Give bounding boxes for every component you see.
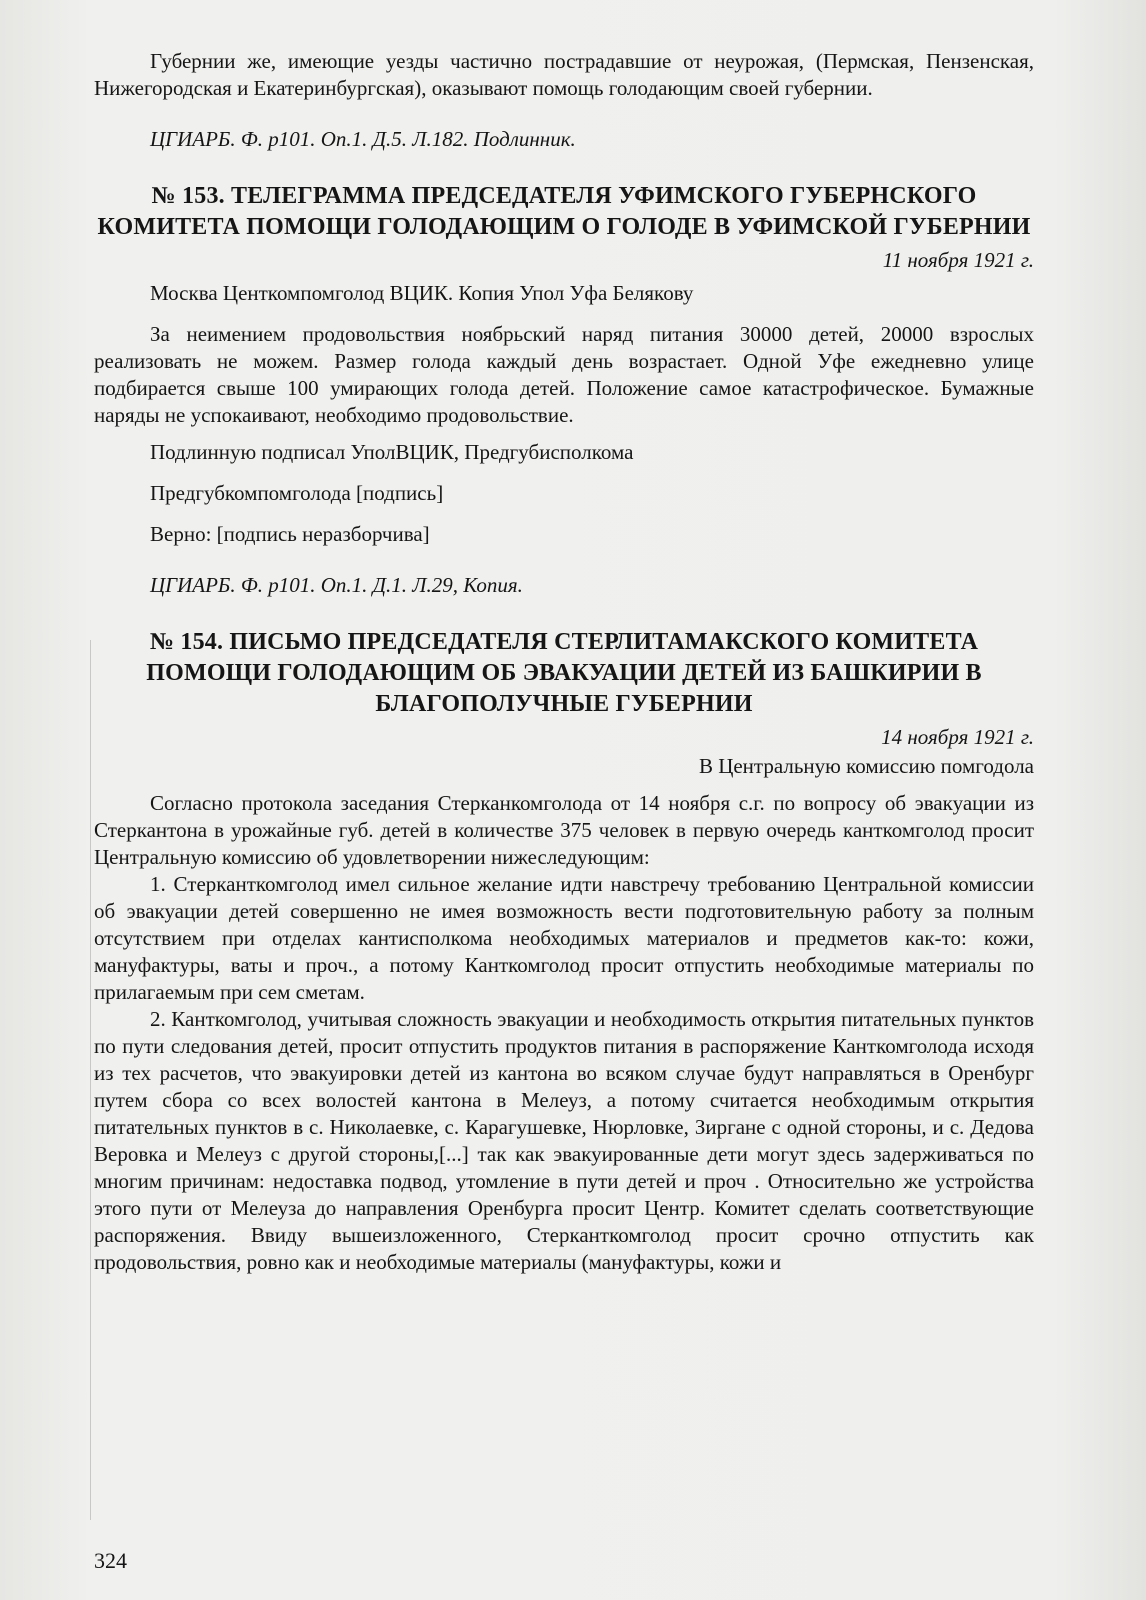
body-paragraph-154-3: 2. Канткомголод, учитывая сложность эвакуации и необходимость открытия питательных пунктов по пути следования детей, просит отпустить продуктов питания в распоряжение Канткомголода исходя из тех расчетов, что эвакуировки детей из кантона во всяком случае будут направляться в Оренбург путем сбора со всех волостей кантона в Мелеуз, а потому считается необходимым открытия питательных пунктов в с. Николаевке, с. Карагушевке, Нюрловке, Зиргане с одной стороны, и с. Дедова Веровка и Мелеуз с другой стороны,[...] так как эвакуированные дети могут здесь задерживаться по многим причинам: недоставка подвод, утомление в пути детей и проч . Относительно же устройства этого пути от Мелеуза до направления Оренбурга просит Центр. Комитет сделать соответствующие распоряжения. Ввиду вышеизложенного, Стерканткомголод просит срочно отпустить как продовольствия, ровно как и необходимые материалы (мануфактуры, кожи и [94,1007,1034,1274]
body-paragraph-154-2: 1. Стерканткомголод имел сильное желание идти навстречу требованию Центральной комиссии об эвакуации детей совершенно не имея возможность вести подготовительную работу за полным отсутствием при отделах кантисполкома необходимых материалов и предметов как-то: кожи, мануфактуры, ваты и проч., а потому Канткомголод просит отпустить необходимые материалы по прилагаемым при сем сметам. [94,872,1034,1004]
addressee-153: Москва Центкомпомголод ВЦИК. Копия Упол Уфа Белякову [150,281,694,305]
document-title-153: № 153. ТЕЛЕГРАММА ПРЕДСЕДАТЕЛЯ УФИМСКОГО ГУБЕРНСКОГО КОМИТЕТА ПОМОЩИ ГОЛОДАЮЩИМ О ГОЛОДЕ В УФИМСКОЙ ГУБЕРНИИ [97,183,1031,240]
body-paragraph-153: За неимением продовольствия ноябрьский наряд питания 30000 детей, 20000 взрослых реализовать не можем. Размер голода каждый день возрастает. Одной Уфе ежедневно улице подбирается свыше 100 умирающих голода детей. Положение самое катастрофическое. Бумажные наряды не успокаивают, необходимо продовольствие. [94,322,1034,427]
document-154 [94,627,1034,1276]
document-153 [94,181,1034,599]
source-reference-153: ЦГИАРБ. Ф. р101. Оп.1. Д.1. Л.29, Копия. [150,573,523,597]
signature-line-2: Предгубкомпомголода [подпись] [150,481,444,505]
page-edge-line [90,640,91,1520]
document-date-153: 11 ноября 1921 г. [882,248,1034,272]
page-content [94,48,1034,1276]
document-title-154: № 154. ПИСЬМО ПРЕДСЕДАТЕЛЯ СТЕРЛИТАМАКСКОГО КОМИТЕТА ПОМОЩИ ГОЛОДАЮЩИМ ОБ ЭВАКУАЦИИ ДЕТЕЙ ИЗ БАШКИРИИ В БЛАГОПОЛУЧНЫЕ ГУБЕРНИИ [146,629,982,717]
document-date-154: 14 ноября 1921 г. [881,725,1034,749]
addressee-154: В Центральную комиссию помгодола [698,754,1034,778]
page-number: 324 [94,1548,127,1573]
source-reference-152: ЦГИАРБ. Ф. р101. Оп.1. Д.5. Л.182. Подлинник. [150,127,576,151]
intro-paragraph: Губернии же, имеющие уезды частично пострадавшие от неурожая, (Пермская, Пензенская, Нижегородская и Екатеринбургская), оказывают помощь голодающим своей губернии. [94,49,1034,100]
body-paragraph-154-1: Согласно протокола заседания Стерканкомголода от 14 ноября с.г. по вопросу об эвакуации из Стеркантона в урожайные губ. детей в количестве 375 человек в первую очередь канткомголод просит Центральную комиссию об удовлетворении нижеследующим: [94,791,1034,869]
signature-line-3: Верно: [подпись неразборчива] [150,522,430,546]
signature-line-1: Подлинную подписал УполВЦИК, Предгубисполкома [150,440,634,464]
